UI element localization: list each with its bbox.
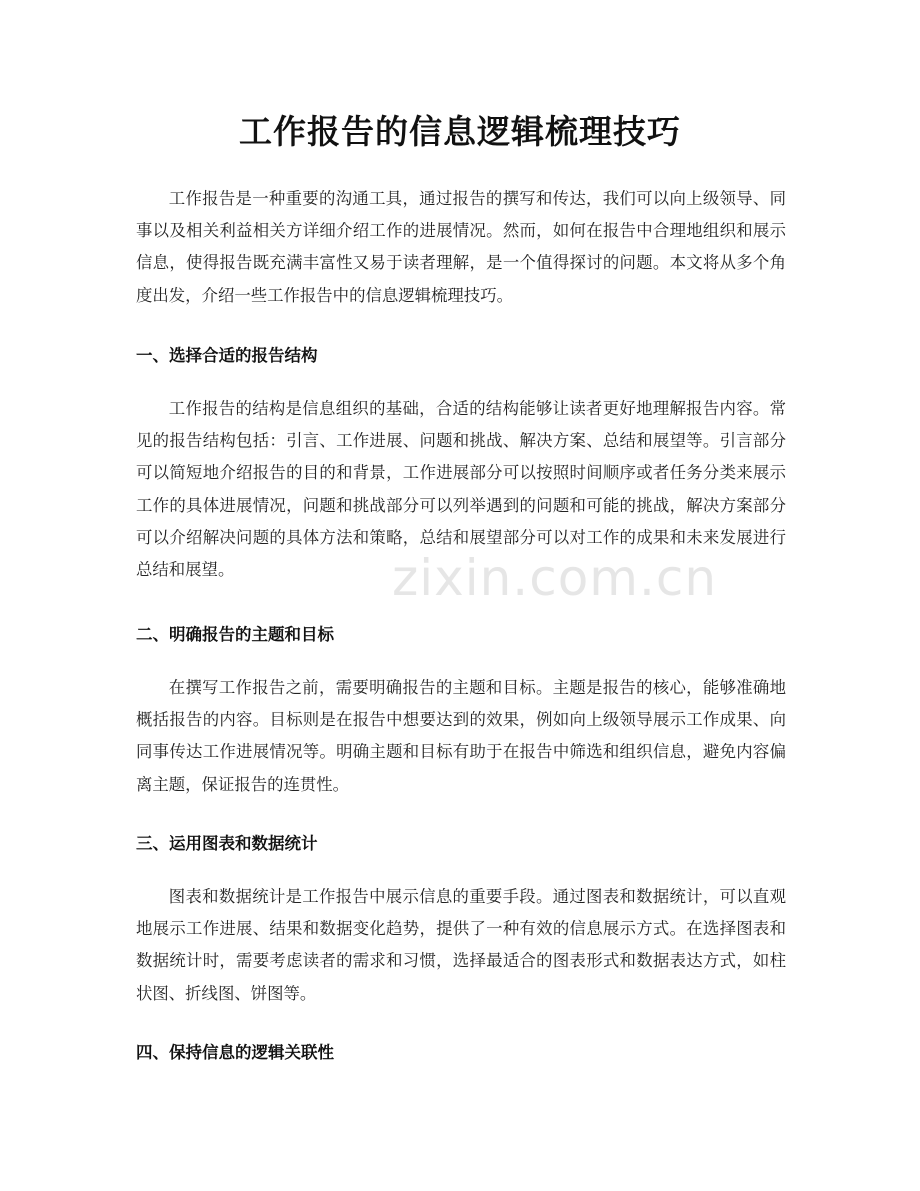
- section-1-body: 工作报告的结构是信息组织的基础，合适的结构能够让读者更好地理解报告内容。常见的报告结构包括：引言、工作进展、问题和挑战、解决方案、总结和展望等。引言部分可以简短地介绍报告的目的和背景，工作进展部分可以按照时间顺序或者任务分类来展示工作的具体进展情况，问题和挑战部分可以列举遇到的问题和可能的挑战，解决方案部分可以介绍解决问题的具体方法和策略，总结和展望部分可以对工作的成果和未来发展进行总结和展望。: [136, 399, 786, 580]
- intro-paragraph: 工作报告是一种重要的沟通工具，通过报告的撰写和传达，我们可以向上级领导、同事以及相关利益相关方详细介绍工作的进展情况。然而，如何在报告中合理地组织和展示信息，使得报告既充满丰富性又易于读者理解，是一个值得探讨的问题。本文将从多个角度出发，介绍一些工作报告中的信息逻辑梳理技巧。: [136, 189, 786, 305]
- section-1-heading: 一、选择合适的报告结构: [136, 346, 318, 365]
- document-title: 工作报告的信息逻辑梳理技巧: [239, 112, 681, 151]
- section-2-heading: 二、明确报告的主题和目标: [136, 625, 334, 644]
- section-3-body: 图表和数据统计是工作报告中展示信息的重要手段。通过图表和数据统计，可以直观地展示工作进展、结果和数据变化趋势，提供了一种有效的信息展示方式。在选择图表和数据统计时，需要考虑读者的需求和习惯，选择最适合的图表形式和数据表达方式，如柱状图、折线图、饼图等。: [136, 887, 786, 1003]
- section-4-heading: 四、保持信息的逻辑关联性: [136, 1043, 334, 1062]
- watermark: zixin.com.cn: [392, 549, 718, 607]
- section-2-body: 在撰写工作报告之前，需要明确报告的主题和目标。主题是报告的核心，能够准确地概括报告的内容。目标则是在报告中想要达到的效果，例如向上级领导展示工作成果、向同事传达工作进展情况等。明确主题和目标有助于在报告中筛选和组织信息，避免内容偏离主题，保证报告的连贯性。: [136, 678, 786, 794]
- section-3-heading: 三、运用图表和数据统计: [136, 834, 318, 853]
